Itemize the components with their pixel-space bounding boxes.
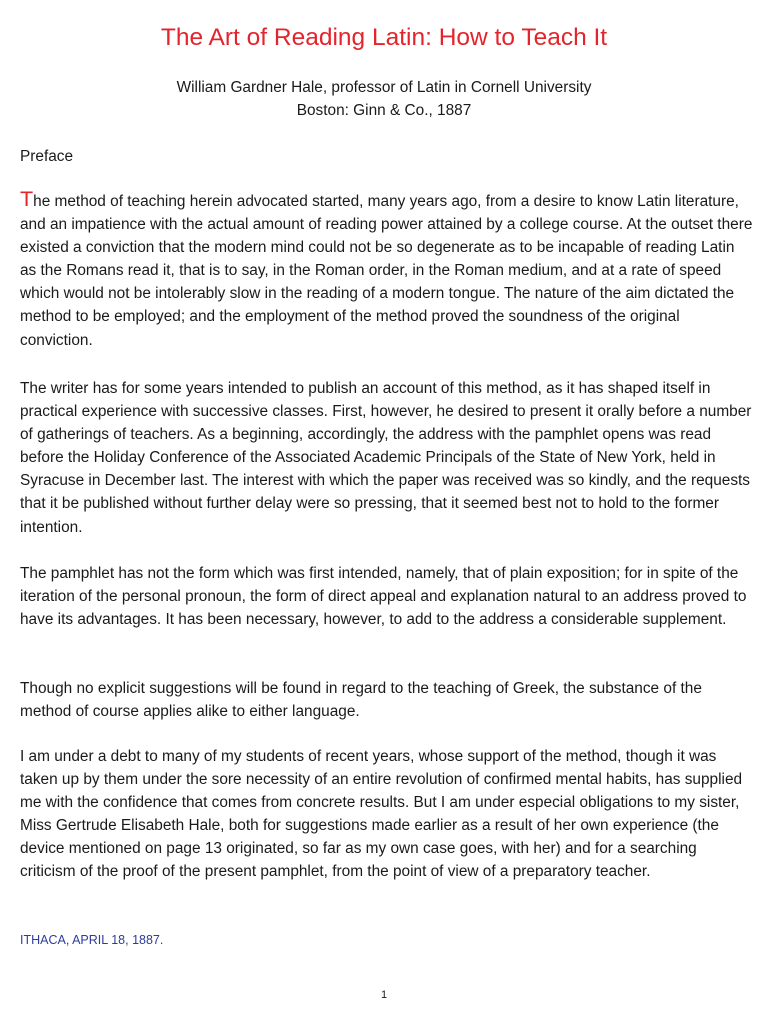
preface-paragraph-4: Though no explicit suggestions will be found in regard to the teaching of Greek, the substance of the method of course applies alike to either language. — [20, 680, 702, 721]
document-title: The Art of Reading Latin: How to Teach It — [160, 24, 608, 51]
publisher-line: Boston: Ginn & Co., 1887 — [296, 102, 472, 119]
preface-paragraph-2: The writer has for some years intended to publish an account of this method, as it has shaped itself in practical experience with successive classes. First, however, he desired to present it orally before a number of gatherings of teachers. As a beginning, accordingly, the address with the pamphlet opens was read before the Holiday Conference of the Associated Academic Principals of the State of New York, held in Syracuse in December last. The interest with which the paper was received was so kindly, and the requests that it be published without further delay were so pressing, that it seemed best not to hold to the former intention. — [20, 380, 752, 536]
preface-paragraph-3: The pamphlet has not the form which was first intended, namely, that of plain exposition; for in spite of the iteration of the personal pronoun, the form of direct appeal and explanation natural to an address proved to have its advantages. It has been necessary, however, to add to the address a considerable supplement. — [20, 565, 747, 629]
page-number: 1 — [380, 989, 388, 1001]
paragraph-text: he method of teaching herein advocated started, many years ago, from a desire to know Latin literature, and an impatience with the actual amount of reading power attained by a college course. At the outset there existed a conviction that the modern mind could not be so degenerate as to be incapable of reading Latin as the Romans read it, that is to say, in the Roman order, in the Roman medium, and at a rate of speed which would not be intolerably slow in the reading of a modern tongue. The nature of the aim dictated the method to be employed; and the employment of the method proved the soundness of the original conviction. — [20, 193, 753, 349]
author-line: William Gardner Hale, professor of Latin in Cornell University — [176, 79, 592, 96]
drop-cap: T — [20, 187, 34, 211]
date-line: ITHACA, APRIL 18, 1887. — [20, 933, 164, 947]
preface-paragraph-1 — [20, 189, 753, 352]
preface-paragraph-5: I am under a debt to many of my students of recent years, whose support of the method, though it was taken up by them under the sore necessity of an entire revolution of confirmed mental habits, has supplied me with the confidence that comes from concrete results. But I am under especial obligations to my sister, Miss Gertrude Elisabeth Hale, both for suggestions made earlier as a result of her own experience (the device mentioned on page 13 originated, so far as my own case goes, with her) and for a searching criticism of the proof of the present pamphlet, from the point of view of a preparatory teacher. — [20, 748, 743, 881]
section-heading-preface: Preface — [20, 148, 74, 165]
